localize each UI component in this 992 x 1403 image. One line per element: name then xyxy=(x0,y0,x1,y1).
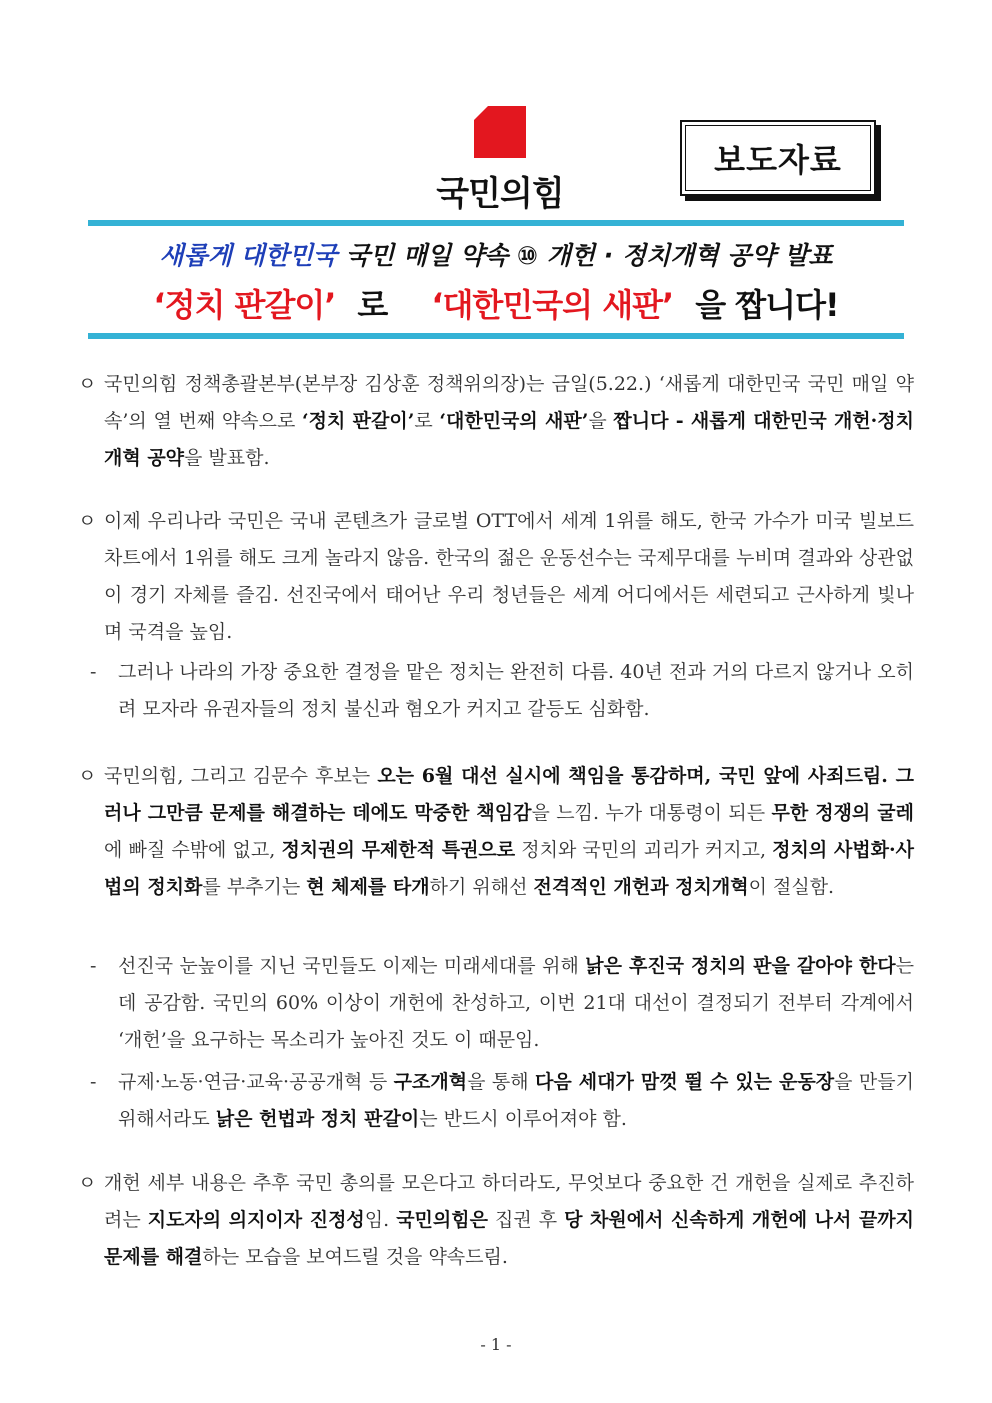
text-run: 에 빠질 수밖에 없고, xyxy=(104,839,282,861)
bold-run: 정치의 사법화·사법의 정치화 xyxy=(104,839,914,898)
title-top-rule xyxy=(88,220,904,226)
title-bottom-rule xyxy=(88,333,904,339)
text-run: 집권 후 xyxy=(487,1209,565,1231)
subtitle xyxy=(88,236,904,272)
bold-run: 낡은 후진국 정치의 판을 갈아야 한다 xyxy=(585,955,896,977)
text-run: 정치와 국민의 괴리가 커지고, xyxy=(515,839,773,861)
text-run: 로 xyxy=(414,410,440,432)
bold-run: 오는 6월 대선 실시에 책임을 통감하며, 국민 앞에 사죄드림. 그러나 그만큼 문제를 해결하는 데에도 막중한 책임감 xyxy=(104,765,914,824)
dash-marker: - xyxy=(90,1071,97,1093)
text-run: 국민의힘, 그리고 김문수 후보는 xyxy=(104,765,378,787)
bullet-marker: ㅇ xyxy=(78,510,97,532)
bold-run: 낡은 헌법과 정치 판갈이 xyxy=(215,1108,420,1130)
subpoint-structural-reform xyxy=(90,1064,914,1138)
headline xyxy=(88,280,904,326)
bold-run: 짭니다 - 새롭게 대한민국 개헌·정치개혁 공약 xyxy=(104,410,914,469)
text-run: 는 데 공감함. 국민의 60% 이상이 개헌에 찬성하고, 이번 21대 대선이 결정되기 전부터 각계에서 ‘개헌’을 요구하는 목소리가 높아진 것도 이 때문임. xyxy=(118,955,915,1051)
subpoint-public-consensus xyxy=(90,948,914,1059)
bullet-marker: ㅇ xyxy=(78,765,97,787)
bold-run: 당 차원에서 신속하게 개헌에 나서 끝까지 문제를 해결 xyxy=(104,1209,914,1268)
paragraph-commitment xyxy=(78,1165,914,1276)
text-run: 규제·노동·연금·교육·공공개혁 등 xyxy=(118,1071,394,1093)
bold-run: 현 체제를 타개 xyxy=(306,876,430,898)
text-run: 을 발표함. xyxy=(184,447,270,469)
paragraph-responsibility xyxy=(78,758,914,906)
bold-run: 국민의힘은 xyxy=(396,1209,488,1231)
bold-run: ‘대한민국의 새판’ xyxy=(439,410,589,432)
page-number: - 1 - xyxy=(480,1335,512,1354)
text-run: 을 느낌. 누가 대통령이 되든 xyxy=(531,802,772,824)
bold-run: 지도자의 의지이자 진정성 xyxy=(147,1209,365,1231)
subtitle-rest: 국민 매일 약속 ⑩ 개헌 · 정치개혁 공약 발표 xyxy=(337,241,833,270)
bold-run: 다음 세대가 맘껏 뛸 수 있는 운동장 xyxy=(535,1071,835,1093)
bold-run: 구조개혁 xyxy=(393,1071,468,1093)
text-run: 이 절실함. xyxy=(748,876,835,898)
bold-run: ‘정치 판갈이’ xyxy=(302,410,415,432)
text-run: 을 통해 xyxy=(467,1071,536,1093)
party-logo xyxy=(430,102,570,214)
press-release-label: 보도자료 xyxy=(685,125,871,191)
paragraph-announcement xyxy=(78,366,914,477)
text-run: 국민의힘 정책총괄본부(본부장 김상훈 정책위의장)는 금일(5.22.) ‘새롭게 대한민국 국민 매일 약속’의 열 번째 약속으로 xyxy=(104,373,914,432)
dash-marker: - xyxy=(90,661,97,683)
bullet-marker: ㅇ xyxy=(78,1172,97,1194)
text-run: 를 부추기는 xyxy=(202,876,307,898)
headline-part-3: ‘대한민국의 새판’ xyxy=(431,286,674,324)
bullet-marker: ㅇ xyxy=(78,373,97,395)
bold-run: 전격적인 개헌과 정치개혁 xyxy=(533,876,749,898)
text-run: 그러나 나라의 가장 중요한 결정을 맡은 정치는 완전히 다름. 40년 전과 거의 다르지 않거나 오히려 모자라 유권자들의 정치 불신과 혐오가 커지고 갈등도 심화함. xyxy=(118,661,914,720)
subpoint-politics-differs xyxy=(90,654,914,728)
bold-run: 정치권의 무제한적 특권으로 xyxy=(281,839,516,861)
dash-marker: - xyxy=(90,955,97,977)
paragraph-national-status xyxy=(78,503,914,651)
headline-part-4: 을 짭니다! xyxy=(695,286,839,324)
text-run: 을 만들기 위해서라도 xyxy=(118,1071,914,1130)
press-release-badge xyxy=(680,120,876,196)
bold-run: 무한 정쟁의 굴레 xyxy=(771,802,914,824)
text-run: 개헌 세부 내용은 추후 국민 총의를 모은다고 하더라도, 무엇보다 중요한 건 개헌을 실제로 추진하려는 xyxy=(104,1172,914,1231)
text-run: 하기 위해선 xyxy=(429,876,534,898)
subtitle-highlight: 새롭게 대한민국 xyxy=(159,241,338,270)
party-logo-mark-icon xyxy=(474,106,526,158)
text-run: 하는 모습을 보여드릴 것을 약속드림. xyxy=(202,1246,508,1268)
headline-part-2: 로 xyxy=(357,286,388,324)
text-run: 이제 우리나라 국민은 국내 콘텐츠가 글로벌 OTT에서 세계 1위를 해도, 한국 가수가 미국 빌보드 차트에서 1위를 해도 크게 놀라지 않음. 한국의 젊은 운동선수는 국제무대를 누비며 결과와 상관없이 경기 자체를 즐김. 선진국에서 태어난 우리 청년들은 세계 어디에서든 세련되고 근사하게 빛나며 국격을 높임. xyxy=(104,510,914,643)
text-run: 임. xyxy=(364,1209,397,1231)
headline-part-1: ‘정치 판갈이’ xyxy=(153,286,336,324)
text-run: 을 xyxy=(588,410,614,432)
party-logo-text: 국민의힘 xyxy=(436,174,564,214)
text-run: 는 반드시 이루어져야 함. xyxy=(419,1108,627,1130)
text-run: 선진국 눈높이를 지닌 국민들도 이제는 미래세대를 위해 xyxy=(118,955,586,977)
